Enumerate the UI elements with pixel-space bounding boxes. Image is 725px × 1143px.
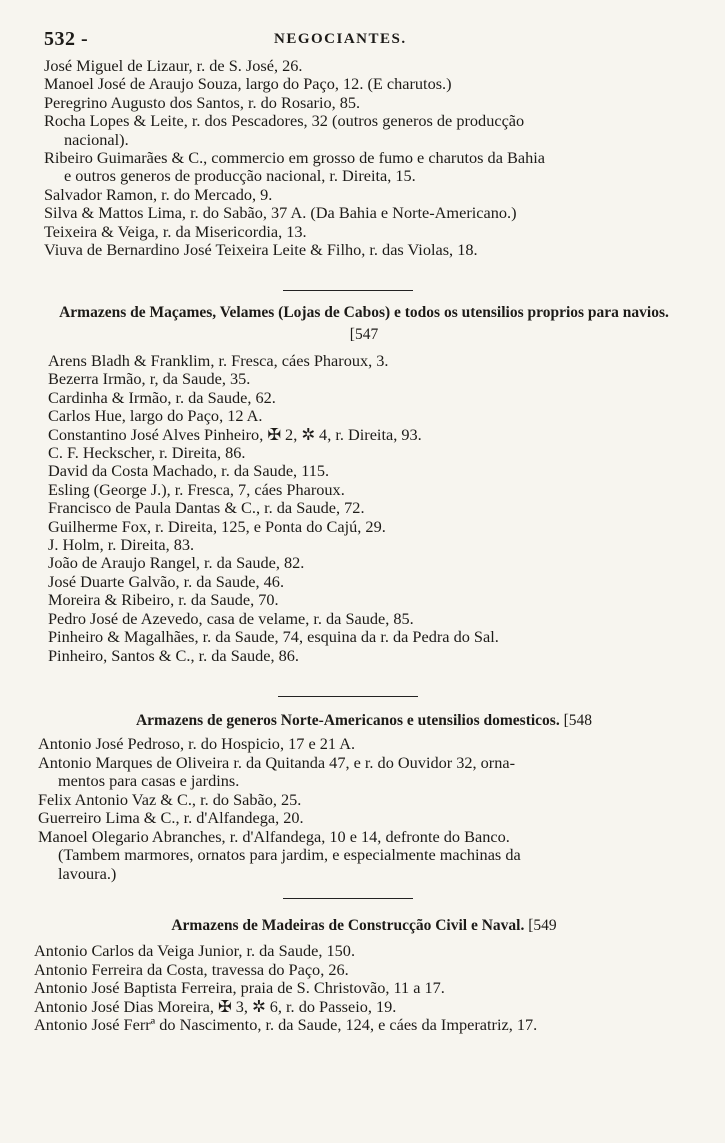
entry-list-madeiras — [34, 942, 694, 1035]
entry-text: Cardinha & Irmão, r. da Saude, 62. — [48, 387, 276, 407]
entry-text: Constantino José Alves Pinheiro, ✠ 2, ✲ 4, r. Direita, 93. — [48, 424, 422, 444]
entry-text: Antonio Ferreira da Costa, travessa do Paço, 26. — [34, 959, 349, 979]
entry-continuation: mentos para casas e jardins. — [58, 771, 240, 790]
page-number: 532 - — [44, 28, 89, 50]
entry-text: David da Costa Machado, r. da Saude, 115. — [48, 461, 330, 481]
entry-text: Manoel José de Araujo Souza, largo do Paço, 12. (E charutos.) — [44, 74, 452, 94]
section-title: Armazens de generos Norte-Americanos e utensilios domesticos. — [135, 712, 560, 729]
directory-entry — [38, 828, 678, 884]
directory-entry — [38, 791, 678, 810]
directory-entry — [38, 754, 678, 791]
entry-text: Bezerra Irmão, r, da Saude, 35. — [48, 369, 251, 389]
directory-entry — [44, 204, 684, 222]
section-divider — [278, 696, 418, 697]
directory-entry — [48, 573, 688, 591]
directory-entry — [44, 112, 684, 149]
entry-text: Francisco de Paula Dantas & C., r. da Saude, 72. — [48, 498, 365, 518]
directory-entry — [48, 426, 688, 444]
running-title: NEGOCIANTES. — [274, 31, 407, 47]
entry-continuation: e outros generos de producção nacional, r. Direita, 15. — [64, 166, 416, 186]
entry-text: João de Araujo Rangel, r. da Saude, 82. — [48, 553, 305, 573]
entry-text: Rocha Lopes & Leite, r. dos Pescadores, 32 (outros generos de producção — [44, 111, 525, 131]
directory-entry — [48, 389, 688, 407]
entry-text: Pinheiro & Magalhães, r. da Saude, 74, esquina da r. da Pedra do Sal. — [48, 627, 499, 647]
entry-text: Teixeira & Veiga, r. da Misericordia, 13. — [44, 221, 307, 241]
directory-entry — [48, 554, 688, 572]
directory-entry — [34, 979, 694, 998]
directory-entry — [34, 942, 694, 961]
entry-list-norte-americanos — [38, 735, 678, 883]
section-divider — [283, 290, 413, 291]
entry-text: Peregrino Augusto dos Santos, r. do Rosario, 85. — [44, 92, 361, 112]
directory-entry — [48, 647, 688, 665]
directory-entry — [44, 149, 684, 186]
directory-entry — [48, 407, 688, 425]
directory-entry — [48, 610, 688, 628]
entry-text: Pedro José de Azevedo, casa de velame, r. da Saude, 85. — [48, 608, 414, 628]
entry-text: Guerreiro Lima & C., r. d'Alfandega, 20. — [38, 808, 304, 827]
directory-entry — [48, 536, 688, 554]
directory-entry — [34, 1016, 694, 1035]
directory-entry — [48, 591, 688, 609]
section-divider — [283, 898, 413, 899]
directory-entry — [44, 75, 684, 93]
directory-entry — [44, 57, 684, 75]
entry-text: C. F. Heckscher, r. Direita, 86. — [48, 443, 246, 463]
directory-entry — [48, 499, 688, 517]
entry-continuation: (Tambem marmores, ornatos para jardim, e especialmente machinas da — [58, 845, 521, 864]
directory-entry — [38, 735, 678, 754]
directory-entry — [48, 462, 688, 480]
section-heading-macames — [44, 302, 684, 346]
entry-text: José Duarte Galvão, r. da Saude, 46. — [48, 571, 285, 591]
entry-text: J. Holm, r. Direita, 83. — [48, 535, 195, 555]
entry-text: Antonio José Baptista Ferreira, praia de S. Christovão, 11 a 17. — [34, 978, 445, 997]
entry-text: Felix Antonio Vaz & C., r. do Sabão, 25. — [38, 789, 302, 809]
entry-text: Carlos Hue, largo do Paço, 12 A. — [48, 406, 263, 426]
section-number: [549 — [528, 917, 557, 934]
section-heading-norte-americanos — [44, 711, 684, 730]
entry-text: Manoel Olegario Abranches, r. d'Alfandega, 10 e 14, defronte do Banco. — [38, 826, 510, 846]
entry-text: José Miguel de Lizaur, r. de S. José, 26. — [44, 56, 303, 75]
page-header — [44, 28, 684, 50]
directory-entry — [44, 223, 684, 241]
entry-text: Arens Bladh & Franklim, r. Fresca, cáes Pharoux, 3. — [48, 351, 389, 370]
directory-entry — [34, 961, 694, 980]
directory-entry — [48, 444, 688, 462]
entry-continuation: nacional). — [64, 129, 129, 149]
section-title: Armazens de Madeiras de Construcção Civil e Naval. — [171, 917, 525, 934]
entry-text: Viuva de Bernardino José Teixeira Leite & Filho, r. das Violas, 18. — [44, 240, 478, 260]
directory-entry — [34, 998, 694, 1017]
section-heading-madeiras — [44, 916, 684, 935]
entry-text: Antonio José Dias Moreira, ✠ 3, ✲ 6, r. do Passeio, 19. — [34, 996, 397, 1016]
entry-text: Antonio José Pedroso, r. do Hospicio, 17 e 21 A. — [38, 734, 356, 753]
directory-entry — [44, 186, 684, 204]
entry-text: Guilherme Fox, r. Direita, 125, e Ponta do Cajú, 29. — [48, 516, 386, 536]
section-number: [547 — [349, 326, 379, 343]
entry-text: Antonio Carlos da Veiga Junior, r. da Saude, 150. — [34, 941, 356, 960]
entry-text: Antonio Marques de Oliveira r. da Quitanda 47, e r. do Ouvidor 32, orna- — [38, 752, 516, 772]
entry-text: Pinheiro, Santos & C., r. da Saude, 86. — [48, 645, 299, 665]
entry-continuation: lavoura.) — [58, 863, 117, 883]
directory-entry — [48, 352, 688, 370]
directory-entry — [44, 241, 684, 259]
entry-text: Moreira & Ribeiro, r. da Saude, 70. — [48, 590, 279, 610]
entry-text: Salvador Ramon, r. do Mercado, 9. — [44, 184, 273, 204]
directory-entry — [48, 628, 688, 646]
entry-list-macames — [48, 352, 688, 665]
entry-text: Ribeiro Guimarães & C., commercio em grosso de fumo e charutos da Bahia — [44, 148, 545, 168]
entry-text: Esling (George J.), r. Fresca, 7, cáes Pharoux. — [48, 479, 345, 499]
entry-text: Silva & Mattos Lima, r. do Sabão, 37 A. (Da Bahia e Norte-Americano.) — [44, 203, 517, 223]
entry-list-negociantes — [44, 57, 684, 259]
section-title: Armazens de Maçames, Velames (Lojas de Cabos) e todos os utensilios proprios para navios. — [59, 304, 669, 321]
directory-entry — [48, 481, 688, 499]
directory-entry — [48, 518, 688, 536]
directory-entry — [48, 370, 688, 388]
directory-entry — [44, 94, 684, 112]
entry-text: Antonio José Ferrª do Nascimento, r. da Saude, 124, e cáes da Imperatriz, 17. — [34, 1015, 538, 1034]
section-number: [548 — [563, 712, 593, 729]
directory-entry — [38, 809, 678, 828]
